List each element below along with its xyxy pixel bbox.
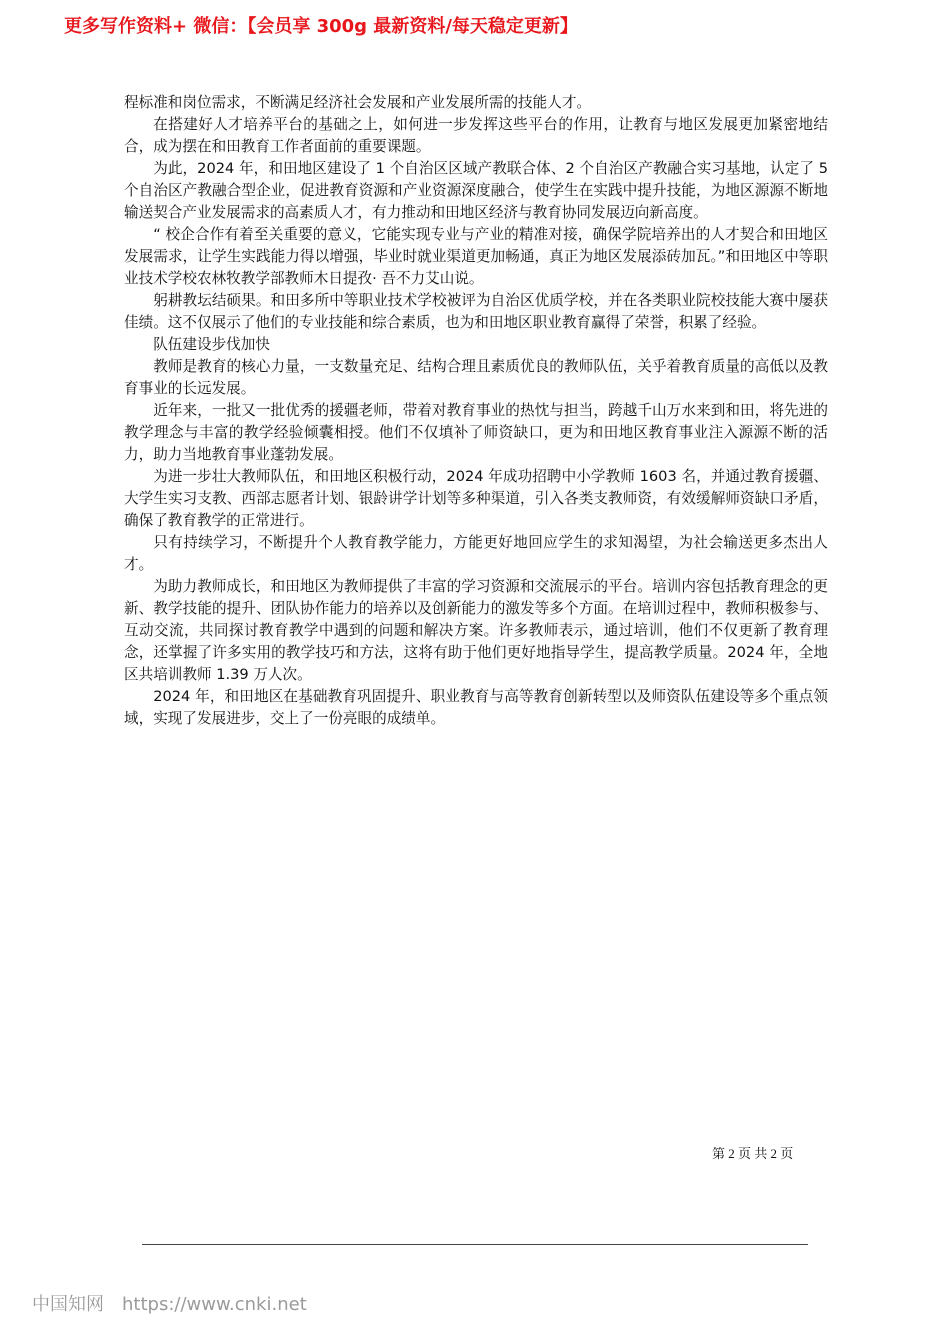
paragraph: 教师是教育的核心力量，一支数量充足、结构合理且素质优良的教师队伍，关乎着教育质量的高低以及教育事业的长远发展。 [124,358,828,397]
paragraph: “ 校企合作有着至关重要的意义，它能实现专业与产业的精准对接，确保学院培养出的人才契合和田地区发展需求，让学生实践能力得以增强，毕业时就业渠道更加畅通，真正为地区发展添砖加瓦。”和田地区中等职业技术学校农林牧教学部教师木日提孜· 吾不力艾山说。 [124,226,828,287]
paragraph: 近年来，一批又一批优秀的援疆老师，带着对教育事业的热忱与担当，跨越千山万水来到和田，将先进的教学理念与丰富的教学经验倾囊相授。他们不仅填补了师资缺口，更为和田地区教育事业注入源源不断的活力，助力当地教育事业蓬勃发展。 [124,402,828,463]
watermark-url: https://www.cnki.net [122,1294,307,1315]
paragraph: 只有持续学习，不断提升个人教育教学能力，方能更好地回应学生的求知渴望，为社会输送更多杰出人才。 [124,534,828,573]
watermark-site-name: 中国知网 [32,1294,104,1315]
source-watermark [32,1292,307,1318]
paragraph: 在搭建好人才培养平台的基础之上，如何进一步发挥这些平台的作用，让教育与地区发展更加紧密地结合，成为摆在和田教育工作者面前的重要课题。 [124,116,828,155]
paragraph: 为助力教师成长，和田地区为教师提供了丰富的学习资源和交流展示的平台。培训内容包括教育理念的更新、教学技能的提升、团队协作能力的培养以及创新能力的激发等多个方面。在培训过程中，教师积极参与、互动交流，共同探讨教育教学中遇到的问题和解决方案。许多教师表示，通过培训，他们不仅更新了教育理念，还掌握了许多实用的教学技巧和方法，这将有助于他们更好地指导学生，提高教学质量。2024 年，全地区共培训教师 1.39 万人次。 [124,578,828,683]
section-heading: 队伍建设步伐加快 [153,336,270,353]
article-body [124,92,828,730]
paragraph: 为此，2024 年，和田地区建设了 1 个自治区区域产教联合体、2 个自治区产教融合实习基地，认定了 5 个自治区产教融合型企业，促进教育资源和产业资源深度融合，使学生在实践中提升技能，为地区源源不断地输送契合产业发展需求的高素质人才，有力推动和田地区经济与教育协同发展迈向新高度。 [124,160,828,221]
paragraph: 2024 年，和田地区在基础教育巩固提升、职业教育与高等教育创新转型以及师资队伍建设等多个重点领域，实现了发展进步，交上了一份亮眼的成绩单。 [124,688,828,727]
paragraph: 程标准和岗位需求，不断满足经济社会发展和产业发展所需的技能人才。 [124,94,592,111]
promo-banner: 更多写作资料+ 微信：【会员享 300g 最新资料/每天稳定更新】 [64,16,578,37]
paragraph: 为进一步壮大教师队伍，和田地区积极行动，2024 年成功招聘中小学教师 1603 名，并通过教育援疆、大学生实习支教、西部志愿者计划、银龄讲学计划等多种渠道，引入各类支教师资，有效缓解师资缺口矛盾，确保了教育教学的正常进行。 [124,468,828,529]
page-number: 第 2 页 共 2 页 [712,1146,794,1161]
paragraph: 躬耕教坛结硕果。和田多所中等职业技术学校被评为自治区优质学校，并在各类职业院校技能大赛中屡获佳绩。这不仅展示了他们的专业技能和综合素质，也为和田地区职业教育赢得了荣誉，积累了经验。 [124,292,828,331]
footer-divider [142,1244,808,1245]
